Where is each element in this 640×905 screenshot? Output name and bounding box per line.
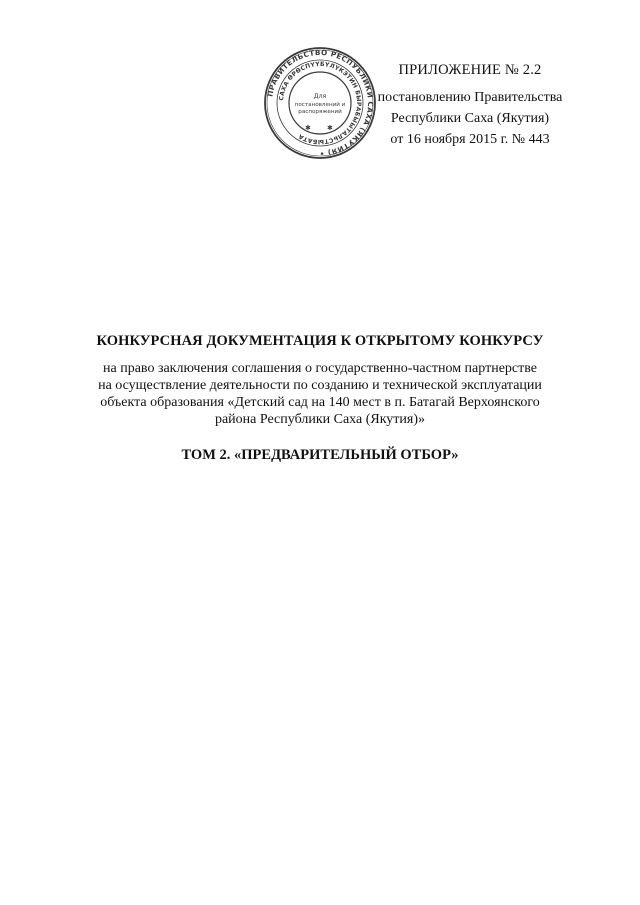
subtitle-line-3: объекта образования «Детский сад на 140 мест в п. Батагай Верхоянского	[100, 395, 540, 410]
subtitle-line-4: района Республики Саха (Якутия)»	[214, 412, 426, 427]
svg-text:✱: ✱	[305, 124, 311, 132]
svg-text:САХА ӨРӨСПҮҮБҮЛҮКЭТИН БЫРАБЫЫТ: САХА ӨРӨСПҮҮБҮЛҮКЭТИН БЫРАБЫЫТАЛЬСТЫБАТА	[278, 60, 363, 146]
volume-title: ТОМ 2. «ПРЕДВАРИТЕЛЬНЫЙ ОТБОР»	[181, 447, 459, 463]
document-subtitle	[60, 360, 580, 428]
appendix-line-3: от 16 ноября 2015 г. № 443	[390, 132, 550, 147]
appendix-line-1: постановлению Правительства	[377, 90, 563, 105]
svg-text:постановлений и: постановлений и	[294, 102, 346, 108]
svg-text:Для: Для	[313, 93, 327, 100]
document-title: КОНКУРСНАЯ ДОКУМЕНТАЦИЯ К ОТКРЫТОМУ КОНКУРСУ	[96, 333, 544, 349]
official-seal-stamp	[263, 46, 377, 160]
appendix-line-2: Республики Саха (Якутия)	[390, 111, 550, 126]
subtitle-line-2: на осуществление деятельности по созданию и технической эксплуатации	[98, 378, 542, 393]
svg-text:✱: ✱	[327, 124, 333, 132]
appendix-title: ПРИЛОЖЕНИЕ № 2.2	[398, 62, 542, 78]
subtitle-line-1: на право заключения соглашения о государственно-частном партнерстве	[103, 361, 537, 376]
appendix-header	[360, 60, 580, 150]
svg-text:ПРАВИТЕЛЬСТВО РЕСПУБЛИКИ САХА: ПРАВИТЕЛЬСТВО РЕСПУБЛИКИ САХА (ЯКУТИЯ) •	[265, 47, 376, 159]
svg-text:распоряжений: распоряжений	[298, 109, 342, 115]
